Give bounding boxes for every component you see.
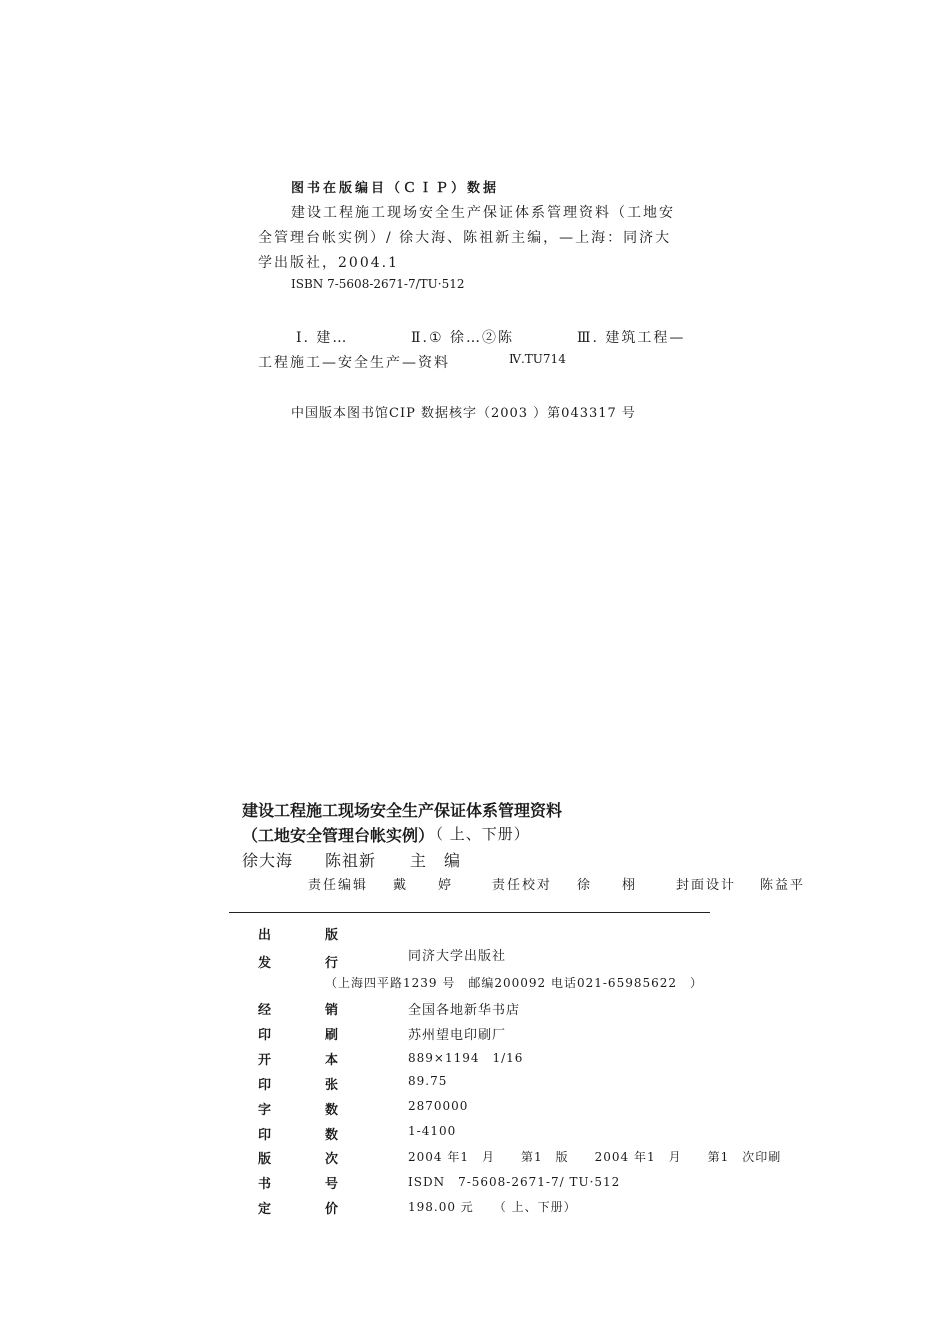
label-edition-1: 版 bbox=[258, 1152, 272, 1167]
author-1: 徐大海 bbox=[242, 851, 294, 870]
label-distribute-1: 发 bbox=[258, 956, 272, 971]
label-sheets-2: 张 bbox=[325, 1078, 339, 1093]
editor-role: 主 编 bbox=[410, 851, 462, 870]
label-words-1: 字 bbox=[258, 1103, 272, 1118]
cip-description-line1: 建设工程施工现场安全生产保证体系管理资料（工地安 bbox=[291, 205, 675, 221]
label-publish-2: 版 bbox=[325, 928, 339, 943]
label-price-1: 定 bbox=[258, 1202, 272, 1217]
edition-value: 2004 年1 月 第1 版 2004 年1 月 第1 次印刷 bbox=[408, 1150, 782, 1164]
seller-value: 全国各地新华书店 bbox=[408, 1003, 521, 1018]
author-2: 陈祖新 bbox=[325, 851, 377, 870]
cip-isbn: ISBN 7-5608-2671-7/TU·512 bbox=[291, 277, 465, 291]
label-seller-1: 经 bbox=[258, 1003, 272, 1018]
staff-cover-label: 封面设计 bbox=[676, 878, 737, 893]
cip-class-3: Ⅲ. 建筑工程— bbox=[577, 330, 686, 346]
label-price-2: 价 bbox=[325, 1202, 339, 1217]
printer-value: 苏州望电印刷厂 bbox=[408, 1028, 507, 1043]
book-volume: （ 上、下册） bbox=[428, 825, 530, 843]
cip-description-line3: 学出版社，2004.1 bbox=[258, 255, 399, 271]
book-title-line1: 建设工程施工现场安全生产保证体系管理资料 bbox=[242, 801, 563, 820]
label-seller-2: 销 bbox=[325, 1003, 339, 1018]
cip-class-4: Ⅳ.TU714 bbox=[509, 352, 566, 366]
publisher-name: 同济大学出版社 bbox=[408, 949, 507, 964]
format-value: 889×1194 1/16 bbox=[408, 1051, 524, 1065]
publisher-address: （上海四平路1239 号 邮编200092 电话021-65985622 ） bbox=[325, 976, 704, 990]
cip-class-2: Ⅱ.① 徐…②陈 bbox=[411, 330, 514, 346]
book-title-line2: （工地安全管理台帐实例） bbox=[242, 826, 435, 845]
label-printer-2: 刷 bbox=[325, 1028, 339, 1043]
words-value: 2870000 bbox=[408, 1099, 469, 1113]
cip-heading: 图书在版编目（ＣＩＰ）数据 bbox=[291, 181, 500, 196]
label-isbn-1: 书 bbox=[258, 1177, 272, 1192]
label-edition-2: 次 bbox=[325, 1152, 339, 1167]
label-format-1: 开 bbox=[258, 1053, 272, 1068]
cip-description-line2: 全管理台帐实例）/ 徐大海、陈祖新主编，—上海：同济大 bbox=[258, 230, 672, 246]
price-value: 198.00 元 （ 上、下册） bbox=[408, 1200, 577, 1214]
label-format-2: 本 bbox=[325, 1053, 339, 1068]
separator-rule bbox=[229, 912, 710, 913]
label-isbn-2: 号 bbox=[325, 1177, 339, 1192]
sheets-value: 89.75 bbox=[408, 1074, 448, 1088]
staff-editor-label: 责任编辑 bbox=[308, 878, 369, 893]
staff-cover-name: 陈益平 bbox=[760, 878, 806, 893]
label-distribute-2: 行 bbox=[325, 956, 339, 971]
label-printer-1: 印 bbox=[258, 1028, 272, 1043]
cip-class-1: Ⅰ. 建… bbox=[296, 330, 349, 346]
cip-library-record: 中国版本图书馆CIP 数据核字（2003 ）第043317 号 bbox=[291, 406, 636, 421]
copies-value: 1-4100 bbox=[408, 1124, 457, 1138]
label-sheets-1: 印 bbox=[258, 1078, 272, 1093]
staff-proof-label: 责任校对 bbox=[492, 878, 553, 893]
cip-class-line2: 工程施工—安全生产—资料 bbox=[258, 355, 450, 371]
label-copies-1: 印 bbox=[258, 1128, 272, 1143]
label-copies-2: 数 bbox=[325, 1128, 339, 1143]
staff-proof-name: 徐 栩 bbox=[577, 878, 638, 893]
label-words-2: 数 bbox=[325, 1103, 339, 1118]
label-publish-1: 出 bbox=[258, 928, 272, 943]
staff-editor-name: 戴 婷 bbox=[393, 878, 454, 893]
isbn-value: ISDN 7-5608-2671-7/ TU·512 bbox=[408, 1175, 621, 1189]
